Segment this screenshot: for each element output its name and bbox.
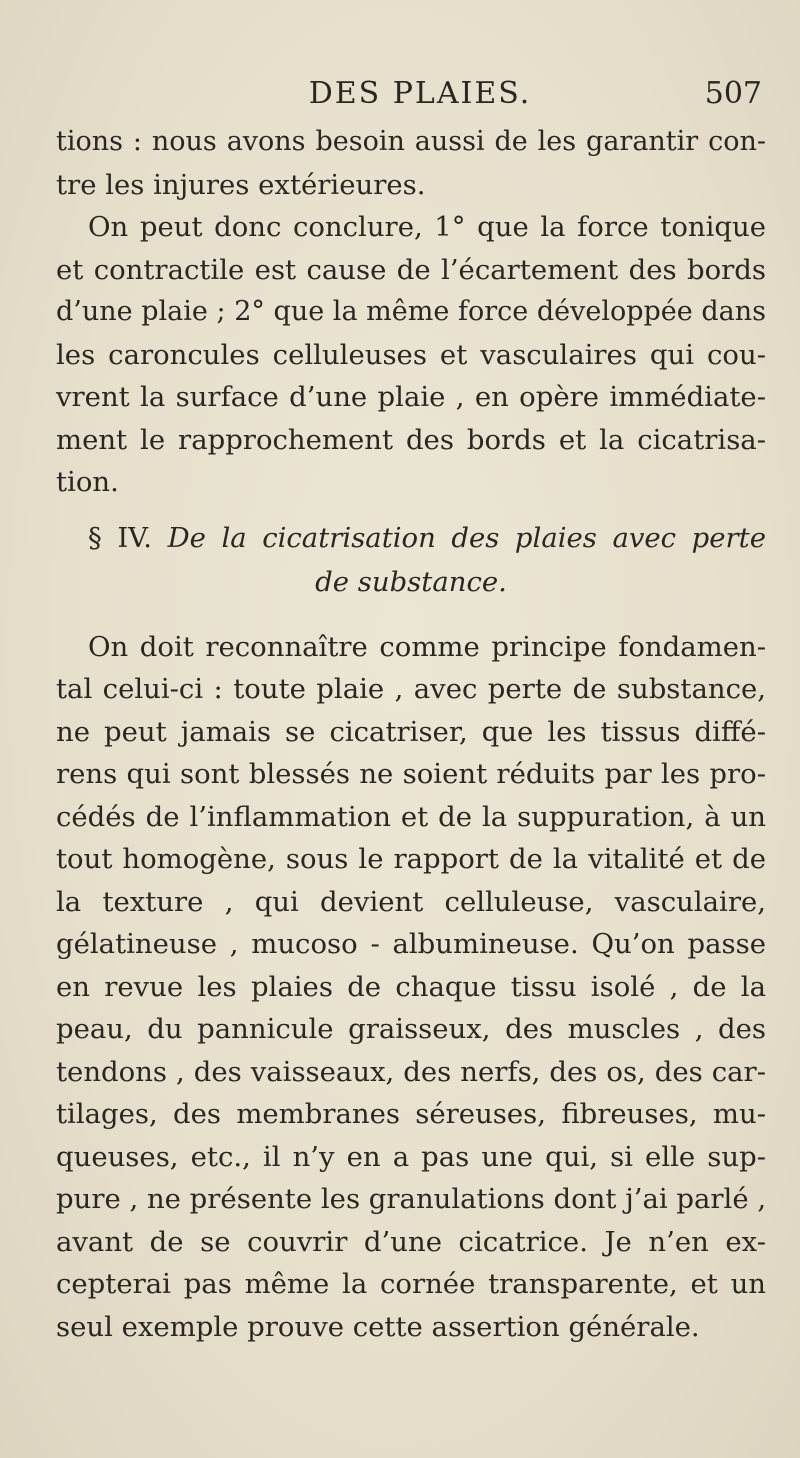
- text-line: peau, du pannicule graisseux, des muscles , des: [56, 1013, 766, 1045]
- running-title: DES PLAIES.: [308, 76, 532, 111]
- section-title-continued: de substance.: [315, 565, 507, 598]
- section-heading: [56, 516, 766, 560]
- text-line: d’une plaie ; 2° que la même force développée dans: [56, 296, 766, 327]
- text-line: queuses, etc., il n’y en a pas une qui, si elle sup-: [56, 1140, 766, 1173]
- text-line: en revue les plaies de chaque tissu isolé , de la: [56, 970, 766, 1003]
- text-line: seul exemple prouve cette assertion générale.: [56, 1310, 700, 1343]
- text-line: les caroncules celluleuses et vasculaires qui cou-: [56, 338, 766, 371]
- text-line: tre les injures extérieures.: [56, 168, 426, 201]
- text-line: ne peut jamais se cicatriser, que les tissus diffé-: [56, 715, 766, 748]
- section-number: § IV.: [88, 521, 152, 554]
- text-line: la texture , qui devient celluleuse, vasculaire,: [56, 885, 766, 918]
- text-line: tion.: [56, 466, 119, 498]
- page-number: 507: [704, 76, 762, 111]
- text-line: tout homogène, sous le rapport de la vitalité et de: [56, 843, 766, 875]
- text-line: et contractile est cause de l’écartement des bords: [56, 253, 766, 286]
- text-line: On doit reconnaître comme principe fondamen-: [88, 630, 766, 663]
- text-line: avant de se couvrir d’une cicatrice. Je n’en ex-: [56, 1225, 766, 1258]
- text-line: gélatineuse , mucoso - albumineuse. Qu’on passe: [56, 928, 766, 960]
- text-line: rens qui sont blessés ne soient réduits par les pro-: [56, 758, 766, 790]
- text-line: vrent la surface d’une plaie , en opère immédiate-: [56, 381, 766, 413]
- text-line: ment le rapprochement des bords et la cicatrisa-: [56, 423, 766, 456]
- text-line: tendons , des vaisseaux, des nerfs, des os, des car-: [56, 1055, 766, 1088]
- text-line: tions : nous avons besoin aussi de les garantir con-: [56, 126, 766, 157]
- section-title: De la cicatrisation des plaies avec perte: [167, 521, 767, 554]
- running-head: [70, 74, 770, 114]
- text-line: cédés de l’inflammation et de la suppuration, à un: [56, 800, 766, 833]
- text-line: On peut donc conclure, 1° que la force tonique: [88, 211, 766, 243]
- text-line: tal celui-ci : toute plaie , avec perte de substance,: [56, 673, 766, 705]
- body-text: [56, 121, 766, 1348]
- text-line: pure , ne présente les granulations dont j’ai parlé ,: [56, 1183, 767, 1215]
- text-line: cepterai pas même la cornée transparente, et un: [56, 1268, 766, 1300]
- text-line: tilages, des membranes séreuses, fibreuses, mu-: [56, 1098, 766, 1130]
